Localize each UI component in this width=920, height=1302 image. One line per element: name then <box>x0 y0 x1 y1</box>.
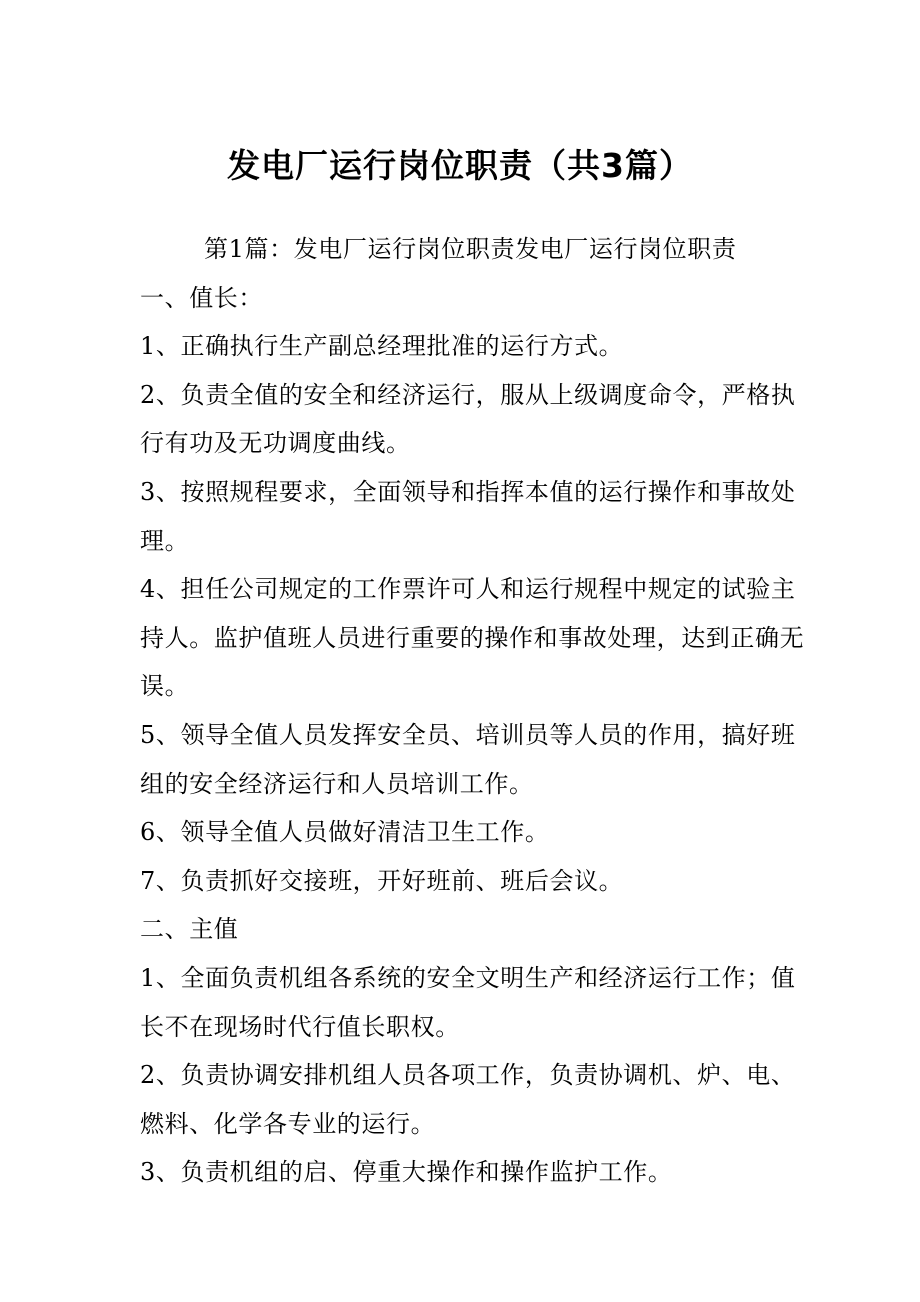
section-subtitle: 第1篇：发电厂运行岗位职责发电厂运行岗位职责 <box>204 235 737 263</box>
paragraph: 3、负责机组的启、停重大操作和操作监护工作。 <box>140 1158 673 1187</box>
paragraph: 1、全面负责机组各系统的安全文明生产和经济运行工作；值长不在现场时代行值长职权。 <box>140 963 796 1041</box>
paragraph: 2、负责全值的安全和经济运行，服从上级调度命令，严格执行有功及无功调度曲线。 <box>140 380 796 458</box>
paragraph: 4、担任公司规定的工作票许可人和运行规程中规定的试验主持人。监护值班人员进行重要的操作和事故处理，达到正确无误。 <box>140 575 805 701</box>
paragraph: 7、负责抓好交接班，开好班前、班后会议。 <box>140 866 624 895</box>
document-title: 发电厂运行岗位职责（共3篇） <box>227 146 693 185</box>
paragraph: 3、按照规程要求，全面领导和指挥本值的运行操作和事故处理。 <box>140 477 796 555</box>
paragraph: 5、领导全值人员发挥安全员、培训员等人员的作用，搞好班组的安全经济运行和人员培训工作。 <box>140 720 796 798</box>
paragraph: 2、负责协调安排机组人员各项工作，负责协调机、炉、电、燃料、化学各专业的运行。 <box>140 1061 796 1138</box>
section-heading-duty-chief: 一、值长： <box>140 283 263 312</box>
section-heading-main-operator: 二、主值 <box>140 915 239 944</box>
document-body <box>140 225 820 1197</box>
paragraph: 1、正确执行生产副总经理批准的运行方式。 <box>140 332 624 361</box>
paragraph: 6、领导全值人员做好清洁卫生工作。 <box>140 818 550 847</box>
